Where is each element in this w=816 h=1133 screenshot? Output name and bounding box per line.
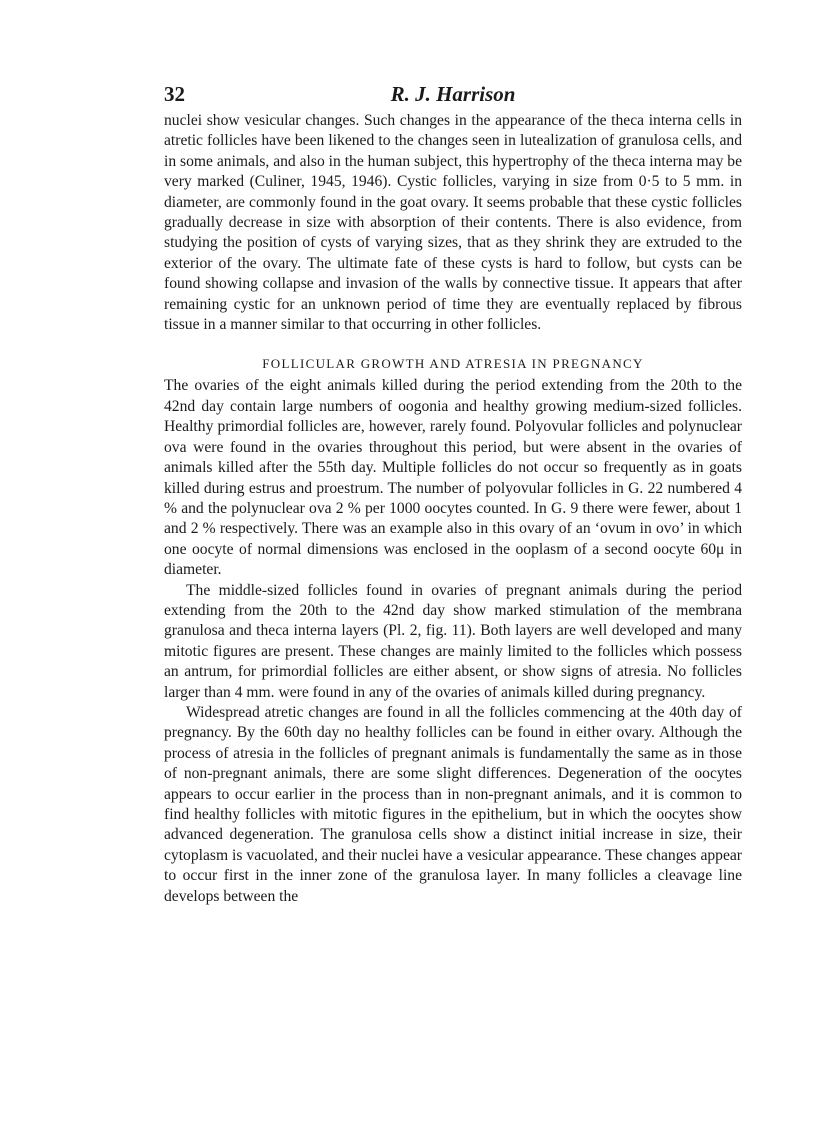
paragraph-atretic-changes: Widespread atretic changes are found in all the follicles commencing at the 40th day of pregnancy. By the 60th day no healthy follicles can be found in either ovary. Although the process of atresia in the follicles of pregnant animals is fundamentally the same as in those of non-pregnant animals, there are some slight differences. Degeneration of the oocytes appears to occur earlier in the process than in non-pregnant animals, and it is common to find healthy follicles with mitotic figures in the epithelium, but in which the oocytes show advanced degeneration. The granulosa cells show a distinct initial increase in size, their cytoplasm is vacuolated, and their nuclei have a vesicular appearance. These changes appear to occur first in the inner zone of the granulosa layer. In many follicles a cleavage line develops between the [164,703,742,905]
body-text [164,111,742,907]
section-heading: FOLLICULAR GROWTH AND ATRESIA IN PREGNANCY [262,356,644,372]
paragraph-polyovular-follicles: The ovaries of the eight animals killed during the period extending from the 20th to the 42nd day contain large numbers of oogonia and healthy growing medium-sized follicles. Healthy primordial follicles are, however, rarely found. Polyovular follicles and polynuclear ova were found in the ovaries throughout this period, but were absent in the ovaries of animals killed after the 55th day. Multiple follicles do not occur so frequently as in goats killed during estrus and proestrum. The number of polyovular follicles in G. 22 numbered 4 % and the polynuclear ova 2 % per 1000 oocytes counted. In G. 9 there were fewer, about 1 and 2 % respectively. There was an example also in this ovary of an ‘ovum in ovo’ in which one oocyte of normal dimensions was enclosed in the ooplasm of a second oocyte 60μ in diameter. [164,377,742,579]
paragraph-continued: nuclei show vesicular changes. Such changes in the appearance of the theca interna cells in atretic follicles have been likened to the changes seen in lutealization of granulosa cells, and in some animals, and also in the human subject, this hypertrophy of the theca interna may be very marked (Culiner, 1945, 1946). Cystic follicles, varying in size from 0·5 to 5 mm. in diameter, are commonly found in the goat ovary. It seems probable that these cystic follicles gradually decrease in size with absorption of their contents. There is also evidence, from studying the position of cysts of varying sizes, that as they shrink they are extruded to the exterior of the ovary. The ultimate fate of these cysts is hard to follow, but cysts can be found showing collapse and invasion of the walls by connective tissue. It appears that after remaining cystic for an unknown period of time they are eventually replaced by fibrous tissue in a manner similar to that occurring in other follicles. [164,112,742,334]
running-head-author: R. J. Harrison [390,82,516,106]
page-header [164,82,742,110]
paragraph-middle-sized-follicles: The middle-sized follicles found in ovaries of pregnant animals during the period extending from the 20th to the 42nd day show marked stimulation of the membrana granulosa and theca interna layers (Pl. 2, fig. 11). Both layers are well developed and many mitotic figures are present. These changes are mainly limited to the follicles which possess an antrum, for primordial follicles are either absent, or show signs of atresia. No follicles larger than 4 mm. were found in any of the ovaries of animals killed during pregnancy. [164,581,742,701]
page-number: 32 [164,82,185,106]
